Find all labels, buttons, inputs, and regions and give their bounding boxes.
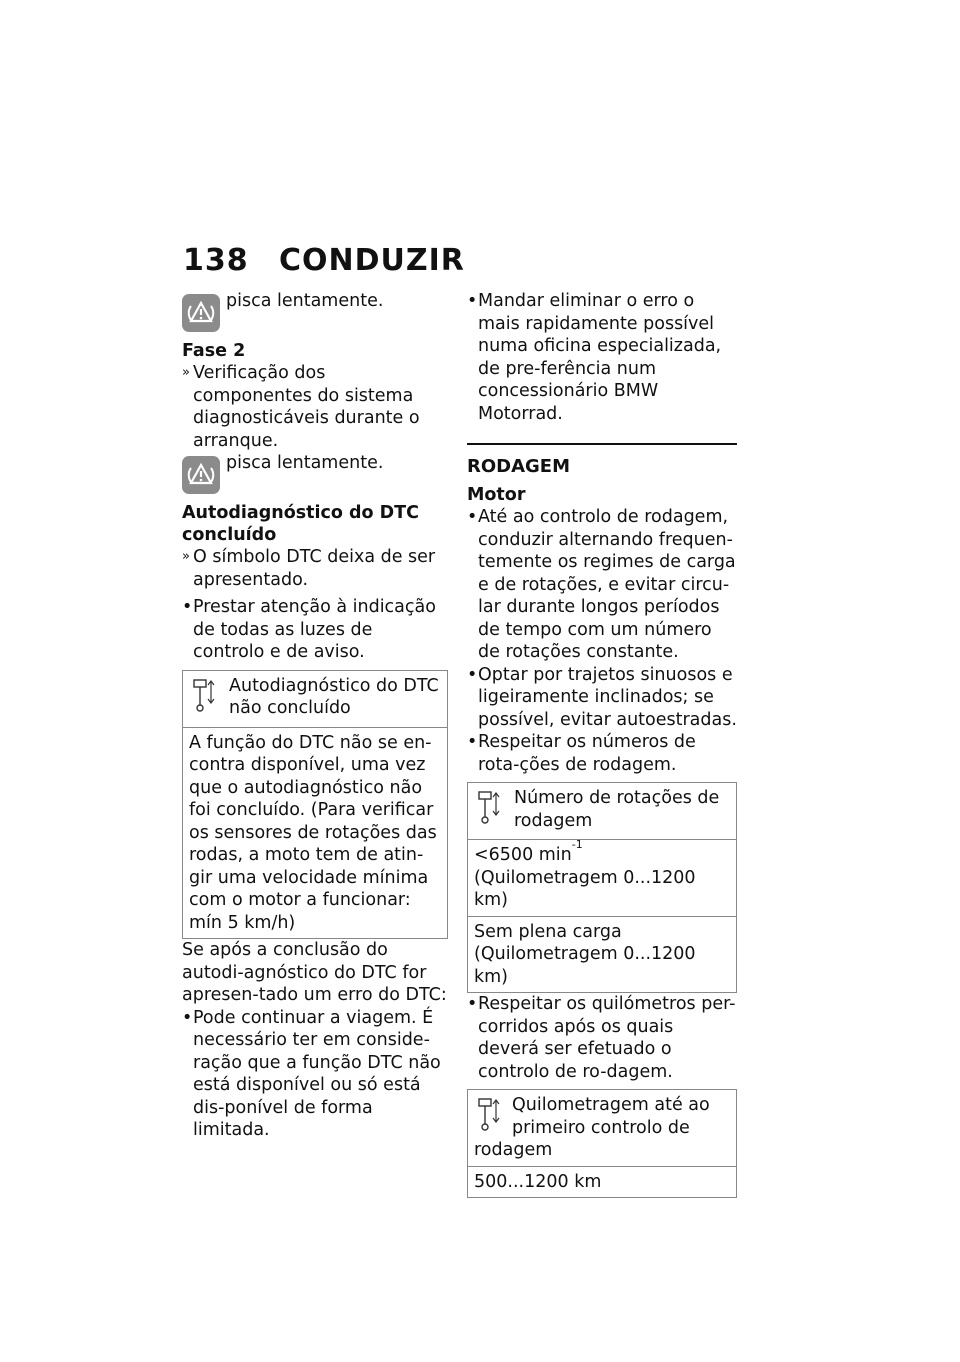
blink-text-2: pisca lentamente. — [226, 453, 384, 473]
table-row — [468, 916, 736, 993]
bullet-icon: • — [467, 291, 478, 311]
dtc-info-box — [182, 670, 448, 940]
table-title: Quilometragem até ao primeiro controlo de — [512, 1095, 710, 1138]
blink-indicator-row-1 — [182, 290, 448, 332]
bullet-icon: • — [467, 664, 478, 685]
rpm-value: <6500 min — [474, 845, 572, 865]
bullet-icon: • — [467, 507, 478, 527]
mileage-table — [467, 1089, 737, 1198]
right-column — [467, 290, 737, 1198]
list-item — [467, 506, 737, 664]
bullet-icon: • — [467, 732, 478, 752]
table-header — [468, 783, 736, 839]
list-item — [182, 1007, 448, 1142]
bullet-text: Respeitar os números de rota-ções de rodagem. — [478, 732, 696, 775]
bullet-icon: • — [182, 597, 193, 617]
list-item — [467, 664, 737, 732]
box-body — [183, 727, 447, 939]
spec-tool-icon — [476, 1096, 502, 1134]
section-heading: RODAGEM — [467, 456, 571, 477]
rpm-limit — [474, 838, 730, 912]
table-header — [468, 1090, 736, 1166]
page-header — [183, 243, 465, 278]
bullet-text: Prestar atenção à indicação de todas as luzes de controlo e de aviso. — [193, 597, 436, 662]
bullet-text: Respeitar os quilómetros per-corridos após os quais deverá ser efetuado o controlo de ro-dagem. — [478, 994, 736, 1082]
page-number: 138 — [183, 243, 249, 278]
blink-indicator-row-2 — [182, 452, 448, 494]
list-item — [467, 993, 737, 1083]
rpm-table — [467, 782, 737, 993]
phase2-step — [182, 362, 448, 452]
list-item — [182, 596, 448, 664]
section-title: CONDUZIR — [279, 243, 465, 278]
left-column — [182, 290, 448, 1142]
load-condition: Sem plena carga (Quilometragem 0...1200 km) — [474, 921, 696, 987]
mileage-value: 500...1200 km — [474, 1171, 602, 1192]
section-divider — [467, 443, 737, 445]
table-row — [468, 839, 736, 916]
warning-light-icon — [182, 456, 220, 494]
done-title: Autodiagnóstico do DTC concluído — [182, 503, 419, 545]
sub-heading: Motor — [467, 485, 526, 505]
bullet-text: Optar por trajetos sinuosos e ligeiramente inclinados; se possível, evitar autoestradas. — [478, 664, 737, 730]
phase2-title: Fase 2 — [182, 341, 246, 361]
phase2-step-text: Verificação dos componentes do sistema diagnosticáveis durante o arranque. — [193, 363, 420, 451]
bullet-text: Pode continuar a viagem. É necessário ter em conside-ração que a função DTC não está disponível ou só está dis-ponível de forma limitada. — [193, 1007, 441, 1140]
table-row — [468, 1166, 736, 1198]
table-title: Número de rotações de rodagem — [514, 788, 720, 831]
bullet-icon: • — [467, 994, 478, 1014]
done-step — [182, 546, 448, 591]
after-box-text: Se após a conclusão do autodi-agnóstico do DTC for apresen-tado um erro do DTC: — [182, 940, 447, 1005]
bullet-text: Até ao controlo de rodagem, conduzir alternando frequen-temente os regimes de carga e de rotações, e evitar circu-lar durante longos períodos de tempo com um número de rotações constante. — [478, 507, 736, 662]
warning-light-icon — [182, 294, 220, 332]
done-step-text: O símbolo DTC deixa de ser apresentado. — [193, 547, 436, 590]
rpm-unit-exponent: -1 — [571, 838, 583, 851]
rpm-condition: (Quilometragem 0...1200 km) — [474, 867, 696, 910]
bullet-text: Mandar eliminar o erro o mais rapidamente possível numa oficina especializada, de pre-ferência num concessionário BMW Motorrad. — [478, 291, 722, 424]
box-header — [183, 671, 447, 727]
box-body-text: A função do DTC não se en-contra disponível, uma vez que o autodiagnóstico não foi concluído. (Para verificar os sensores de rotações das rodas, a moto tem de atin-gir uma velocidade mínima com o motor a funcionar: mín 5 km/h) — [189, 732, 437, 933]
spec-tool-icon — [191, 677, 217, 715]
table-title-cont: rodagem — [474, 1140, 553, 1160]
spec-tool-icon — [476, 789, 502, 827]
bullet-icon: • — [182, 1007, 193, 1028]
blink-text-1: pisca lentamente. — [226, 291, 384, 311]
box-title: Autodiagnóstico do DTC não concluído — [229, 675, 439, 718]
step-marker-icon: » — [182, 365, 190, 380]
list-item — [467, 290, 737, 425]
step-marker-icon: » — [182, 549, 190, 564]
list-item — [467, 731, 737, 776]
